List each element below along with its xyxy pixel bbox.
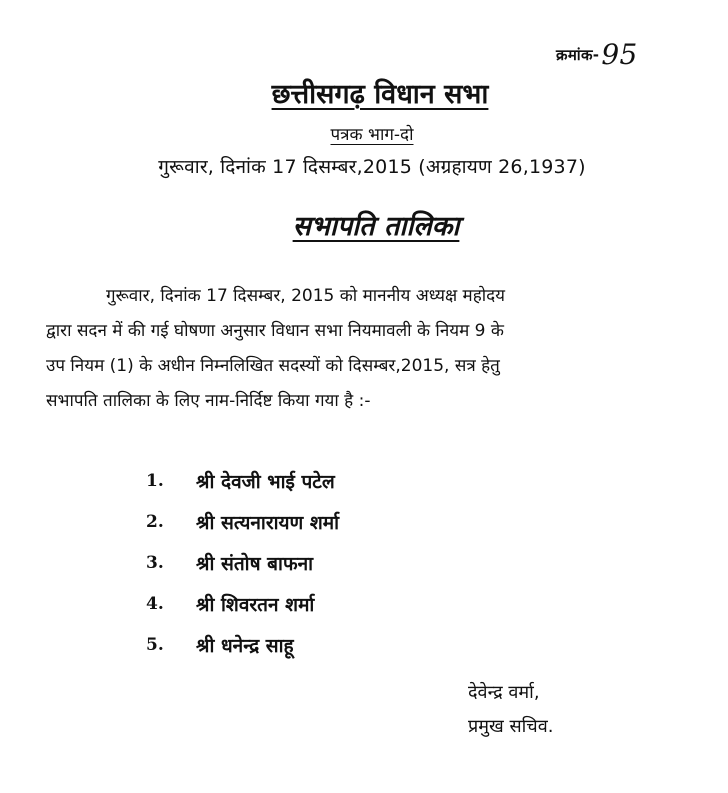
list-item-number: 4.	[146, 593, 164, 614]
document-title: छत्तीसगढ़ विधान सभा	[271, 79, 489, 110]
list-item	[146, 583, 339, 624]
signatory-designation: प्रमुख सचिव.	[468, 716, 554, 737]
list-item-number: 1.	[146, 470, 164, 491]
list-item	[146, 542, 339, 583]
list-item-name: श्री संतोष बाफना	[196, 552, 314, 575]
serial-number: 95	[601, 38, 638, 71]
document-subtitle: पत्रक भाग-दो	[330, 125, 414, 145]
signatory-name: देवेन्द्र वर्मा,	[468, 682, 540, 703]
body-paragraph	[46, 282, 706, 422]
list-item	[146, 460, 339, 501]
signature-block	[468, 676, 553, 744]
document-heading: सभापति तालिका	[292, 211, 460, 242]
paragraph-line: गुरूवार, दिनांक 17 दिसम्बर, 2015 को माननीय अध्यक्ष महोदय	[106, 286, 506, 306]
list-item	[146, 624, 339, 665]
paragraph-line: उप नियम (1) के अधीन निम्नलिखित सदस्यों को दिसम्बर,2015, सत्र हेतु	[46, 356, 500, 376]
member-list	[146, 460, 339, 665]
list-item-name: श्री देवजी भाई पटेल	[196, 470, 335, 493]
list-item-number: 5.	[146, 634, 164, 655]
serial-label: क्रमांक-	[556, 46, 600, 64]
list-item-name: श्री सत्यनारायण शर्मा	[196, 511, 340, 534]
paragraph-line: सभापति तालिका के लिए नाम-निर्दिष्ट किया गया है :-	[46, 391, 371, 411]
list-item-name: श्री धनेन्द्र साहू	[196, 634, 294, 657]
serial-number-label	[556, 34, 638, 71]
list-item-number: 3.	[146, 552, 164, 573]
list-item-name: श्री शिवरतन शर्मा	[196, 593, 315, 616]
document-dateline: गुरूवार, दिनांक 17 दिसम्बर,2015 (अग्रहायण 26,1937)	[158, 156, 586, 178]
paragraph-line: द्वारा सदन में की गई घोषणा अनुसार विधान सभा नियमावली के नियम 9 के	[46, 321, 504, 341]
list-item-number: 2.	[146, 511, 164, 532]
list-item	[146, 501, 339, 542]
